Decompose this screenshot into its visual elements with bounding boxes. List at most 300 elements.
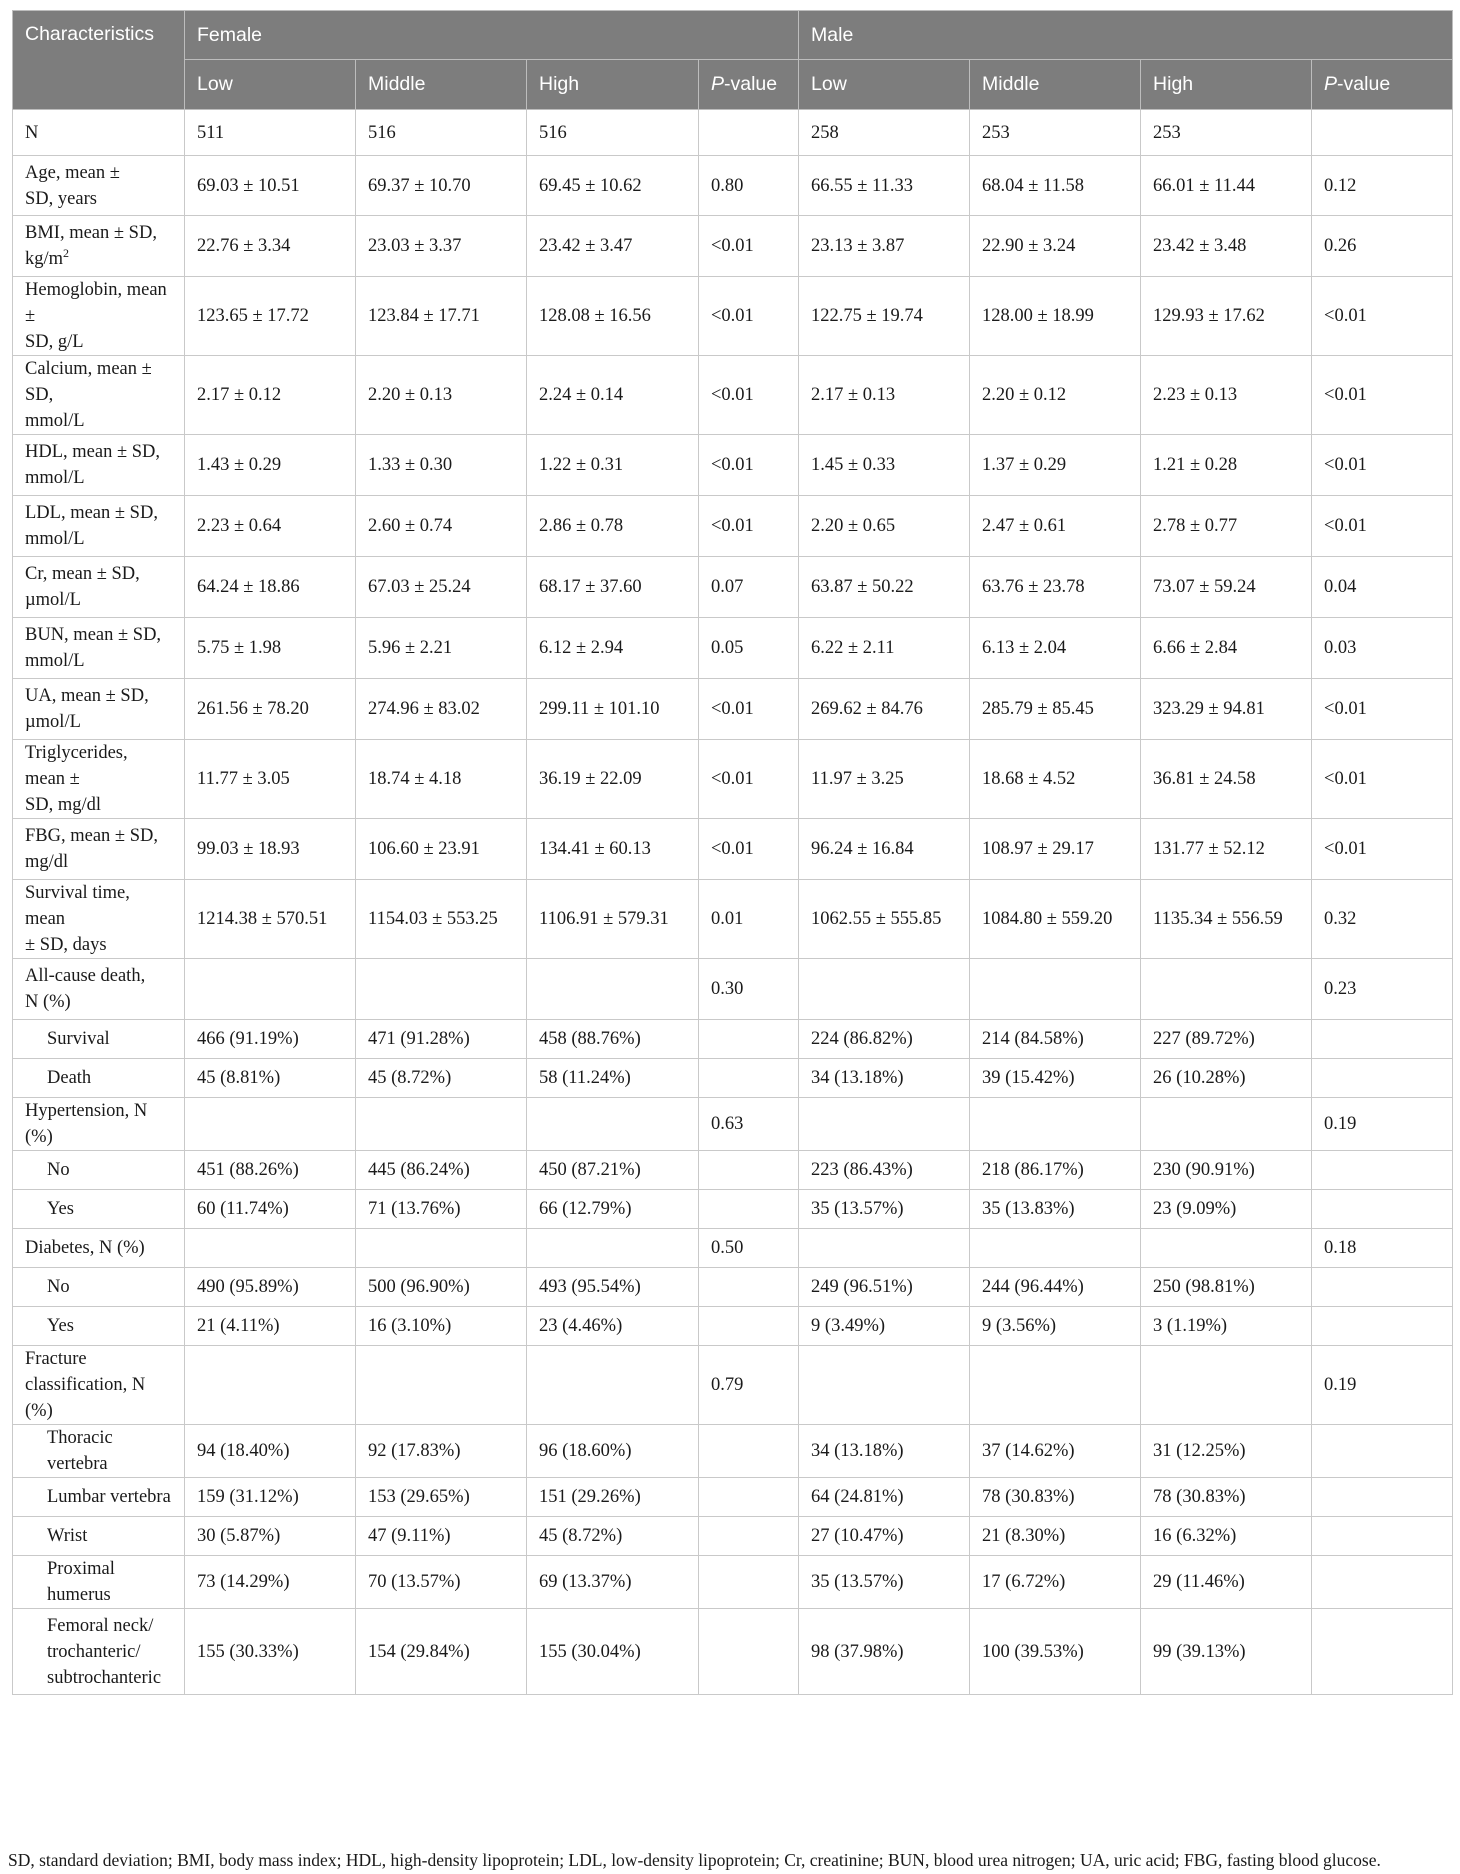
value-cell: 45 (8.81%) <box>185 1059 356 1098</box>
row-label <box>13 618 185 679</box>
row-label-line: Age, mean ± <box>25 162 120 183</box>
pvalue-cell: <0.01 <box>1312 679 1453 740</box>
value-cell: 2.17 ± 0.13 <box>799 356 970 435</box>
value-cell: 1.22 ± 0.31 <box>527 435 699 496</box>
row-label-line: HDL, mean ± SD, <box>25 442 161 462</box>
row-label <box>13 277 185 356</box>
row-label-line: subtrochanteric <box>47 1667 162 1688</box>
table-row <box>13 1425 1453 1478</box>
value-cell: 123.65 ± 17.72 <box>185 277 356 356</box>
row-label <box>13 1229 185 1268</box>
header-female-high: High <box>527 60 699 110</box>
pvalue-cell <box>699 1268 799 1307</box>
value-cell: 11.97 ± 3.25 <box>799 740 970 819</box>
row-label-line: µmol/L <box>25 712 81 732</box>
row-label <box>13 1151 185 1190</box>
pvalue-cell: 0.04 <box>1312 557 1453 618</box>
value-cell <box>356 959 527 1020</box>
value-cell: 445 (86.24%) <box>356 1151 527 1190</box>
row-label-line: Proximal humerus <box>47 1559 115 1605</box>
row-label <box>13 496 185 557</box>
value-cell <box>185 1346 356 1425</box>
pvalue-cell <box>1312 1556 1453 1609</box>
pvalue-cell <box>1312 1059 1453 1098</box>
pvalue-suffix: -value <box>724 73 778 95</box>
row-label <box>13 1098 185 1151</box>
value-cell: 18.74 ± 4.18 <box>356 740 527 819</box>
table-row <box>13 435 1453 496</box>
pvalue-cell <box>1312 1307 1453 1346</box>
value-cell: 2.78 ± 0.77 <box>1141 496 1312 557</box>
row-label <box>13 959 185 1020</box>
value-cell: 154 (29.84%) <box>356 1609 527 1695</box>
value-cell: 9 (3.56%) <box>970 1307 1141 1346</box>
row-label-line: classification, N (%) <box>25 1375 146 1421</box>
value-cell <box>799 1098 970 1151</box>
value-cell: 258 <box>799 110 970 156</box>
pvalue-cell <box>699 1609 799 1695</box>
value-cell: 64 (24.81%) <box>799 1478 970 1517</box>
value-cell: 123.84 ± 17.71 <box>356 277 527 356</box>
row-label <box>13 1307 185 1346</box>
value-cell: 2.47 ± 0.61 <box>970 496 1141 557</box>
value-cell: 68.04 ± 11.58 <box>970 156 1141 216</box>
table-row <box>13 1098 1453 1151</box>
row-label-line: Hypertension, N (%) <box>25 1101 148 1147</box>
table-row <box>13 959 1453 1020</box>
table-row <box>13 1478 1453 1517</box>
row-label-line: Yes <box>47 1199 74 1219</box>
value-cell: 224 (86.82%) <box>799 1020 970 1059</box>
pvalue-cell <box>1312 1517 1453 1556</box>
value-cell: 6.13 ± 2.04 <box>970 618 1141 679</box>
p-letter: P <box>711 73 725 95</box>
superscript: 2 <box>63 245 70 260</box>
value-cell: 128.08 ± 16.56 <box>527 277 699 356</box>
value-cell: 250 (98.81%) <box>1141 1268 1312 1307</box>
value-cell: 66 (12.79%) <box>527 1190 699 1229</box>
table-header <box>13 11 1453 110</box>
value-cell: 128.00 ± 18.99 <box>970 277 1141 356</box>
row-label <box>13 679 185 740</box>
value-cell: 23.42 ± 3.48 <box>1141 216 1312 277</box>
row-label <box>13 156 185 216</box>
value-cell <box>356 1229 527 1268</box>
value-cell: 35 (13.57%) <box>799 1556 970 1609</box>
value-cell <box>527 1229 699 1268</box>
row-label-line: SD, years <box>25 188 97 209</box>
value-cell: 106.60 ± 23.91 <box>356 819 527 880</box>
value-cell <box>799 1229 970 1268</box>
value-cell: 66.55 ± 11.33 <box>799 156 970 216</box>
row-label <box>13 1478 185 1517</box>
value-cell: 96 (18.60%) <box>527 1425 699 1478</box>
row-label-line: N (%) <box>25 992 71 1012</box>
pvalue-cell: 0.05 <box>699 618 799 679</box>
row-label <box>13 216 185 277</box>
pvalue-cell: <0.01 <box>699 819 799 880</box>
value-cell: 58 (11.24%) <box>527 1059 699 1098</box>
value-cell <box>185 959 356 1020</box>
header-female: Female <box>185 11 799 60</box>
table-row <box>13 618 1453 679</box>
value-cell: 45 (8.72%) <box>527 1517 699 1556</box>
value-cell: 100 (39.53%) <box>970 1609 1141 1695</box>
table-row <box>13 1346 1453 1425</box>
row-label-line: Lumbar vertebra <box>47 1487 171 1507</box>
pvalue-cell: <0.01 <box>1312 496 1453 557</box>
value-cell: 96.24 ± 16.84 <box>799 819 970 880</box>
value-cell: 249 (96.51%) <box>799 1268 970 1307</box>
value-cell: 131.77 ± 52.12 <box>1141 819 1312 880</box>
pvalue-cell: 0.03 <box>1312 618 1453 679</box>
value-cell: 1106.91 ± 579.31 <box>527 880 699 959</box>
row-label <box>13 1556 185 1609</box>
value-cell: 155 (30.04%) <box>527 1609 699 1695</box>
value-cell: 69.45 ± 10.62 <box>527 156 699 216</box>
value-cell: 23 (4.46%) <box>527 1307 699 1346</box>
value-cell <box>1141 1229 1312 1268</box>
value-cell <box>1141 1346 1312 1425</box>
value-cell: 261.56 ± 78.20 <box>185 679 356 740</box>
row-label <box>13 1190 185 1229</box>
value-cell: 1.45 ± 0.33 <box>799 435 970 496</box>
pvalue-cell: 0.12 <box>1312 156 1453 216</box>
row-label-line: mmol/L <box>25 529 85 549</box>
value-cell: 214 (84.58%) <box>970 1020 1141 1059</box>
value-cell: 27 (10.47%) <box>799 1517 970 1556</box>
value-cell <box>356 1346 527 1425</box>
value-cell: 23.03 ± 3.37 <box>356 216 527 277</box>
value-cell: 35 (13.57%) <box>799 1190 970 1229</box>
row-label-line: BMI, mean ± SD, <box>25 223 157 243</box>
header-female-pvalue <box>699 60 799 110</box>
value-cell: 151 (29.26%) <box>527 1478 699 1517</box>
table-row <box>13 1307 1453 1346</box>
value-cell <box>1141 1098 1312 1151</box>
row-label-line: Diabetes, N (%) <box>25 1238 145 1258</box>
pvalue-cell: 0.32 <box>1312 880 1453 959</box>
pvalue-cell: <0.01 <box>699 435 799 496</box>
value-cell: 17 (6.72%) <box>970 1556 1141 1609</box>
pvalue-cell: 0.26 <box>1312 216 1453 277</box>
row-label-line: Survival <box>47 1029 110 1049</box>
pvalue-cell <box>699 1517 799 1556</box>
value-cell: 34 (13.18%) <box>799 1059 970 1098</box>
value-cell: 299.11 ± 101.10 <box>527 679 699 740</box>
row-label-line: Femoral neck/ <box>47 1615 154 1636</box>
pvalue-cell <box>1312 110 1453 156</box>
row-label <box>13 1346 185 1425</box>
value-cell: 16 (6.32%) <box>1141 1517 1312 1556</box>
value-cell: 3 (1.19%) <box>1141 1307 1312 1346</box>
value-cell: 218 (86.17%) <box>970 1151 1141 1190</box>
value-cell: 23.13 ± 3.87 <box>799 216 970 277</box>
value-cell: 34 (13.18%) <box>799 1425 970 1478</box>
value-cell: 323.29 ± 94.81 <box>1141 679 1312 740</box>
row-label <box>13 819 185 880</box>
row-label-line: Wrist <box>47 1526 88 1546</box>
row-label <box>13 1059 185 1098</box>
value-cell: 26 (10.28%) <box>1141 1059 1312 1098</box>
value-cell: 39 (15.42%) <box>970 1059 1141 1098</box>
pvalue-cell: 0.07 <box>699 557 799 618</box>
table-body <box>13 110 1453 1695</box>
row-label-line: All-cause death, <box>25 966 146 986</box>
row-label <box>13 435 185 496</box>
value-cell: 2.20 ± 0.65 <box>799 496 970 557</box>
value-cell: 466 (91.19%) <box>185 1020 356 1059</box>
value-cell: 155 (30.33%) <box>185 1609 356 1695</box>
row-label <box>13 1517 185 1556</box>
header-characteristics: Characteristics <box>13 11 185 110</box>
row-label-line: Triglycerides, mean ± <box>25 743 128 789</box>
table-row <box>13 1609 1453 1695</box>
row-label-line: Cr, mean ± SD, <box>25 564 140 584</box>
header-male-high: High <box>1141 60 1312 110</box>
value-cell: 6.22 ± 2.11 <box>799 618 970 679</box>
value-cell: 490 (95.89%) <box>185 1268 356 1307</box>
value-cell: 471 (91.28%) <box>356 1020 527 1059</box>
value-cell: 23.42 ± 3.47 <box>527 216 699 277</box>
value-cell: 31 (12.25%) <box>1141 1425 1312 1478</box>
pvalue-cell <box>1312 1478 1453 1517</box>
table-row <box>13 156 1453 216</box>
value-cell: 68.17 ± 37.60 <box>527 557 699 618</box>
value-cell: 1.37 ± 0.29 <box>970 435 1141 496</box>
row-label <box>13 110 185 156</box>
value-cell: 64.24 ± 18.86 <box>185 557 356 618</box>
value-cell: 92 (17.83%) <box>356 1425 527 1478</box>
table-footnote: SD, standard deviation; BMI, body mass index; HDL, high-density lipoprotein; LDL, low-density lipoprotein; Cr, creatinine; BUN, blood urea nitrogen; UA, uric acid; FBG, fasting blood glucose. <box>8 1850 1381 1870</box>
pvalue-cell <box>699 1020 799 1059</box>
row-label <box>13 740 185 819</box>
row-label-line: Calcium, mean ± SD, <box>25 359 152 405</box>
characteristics-table <box>12 10 1453 1695</box>
value-cell: 274.96 ± 83.02 <box>356 679 527 740</box>
value-cell: 458 (88.76%) <box>527 1020 699 1059</box>
row-label <box>13 1020 185 1059</box>
value-cell: 5.75 ± 1.98 <box>185 618 356 679</box>
header-female-middle: Middle <box>356 60 527 110</box>
value-cell: 70 (13.57%) <box>356 1556 527 1609</box>
value-cell: 285.79 ± 85.45 <box>970 679 1141 740</box>
row-label-line: mmol/L <box>25 468 85 488</box>
pvalue-cell: <0.01 <box>1312 356 1453 435</box>
value-cell: 18.68 ± 4.52 <box>970 740 1141 819</box>
value-cell <box>1141 959 1312 1020</box>
table-row <box>13 277 1453 356</box>
table-row <box>13 679 1453 740</box>
row-label-line: Death <box>47 1068 92 1088</box>
row-label-line: Hemoglobin, mean ± <box>25 280 167 326</box>
value-cell: 1214.38 ± 570.51 <box>185 880 356 959</box>
value-cell: 21 (8.30%) <box>970 1517 1141 1556</box>
pvalue-cell: <0.01 <box>1312 277 1453 356</box>
row-label-line: µmol/L <box>25 590 81 610</box>
table-row <box>13 1517 1453 1556</box>
row-label-line: N <box>25 122 39 143</box>
pvalue-cell: 0.50 <box>699 1229 799 1268</box>
pvalue-cell <box>1312 1190 1453 1229</box>
value-cell: 29 (11.46%) <box>1141 1556 1312 1609</box>
table-row <box>13 880 1453 959</box>
value-cell <box>185 1098 356 1151</box>
pvalue-cell <box>699 1307 799 1346</box>
header-male-middle: Middle <box>970 60 1141 110</box>
pvalue-suffix: -value <box>1337 73 1391 95</box>
pvalue-cell <box>699 1190 799 1229</box>
value-cell: 2.20 ± 0.13 <box>356 356 527 435</box>
value-cell: 1062.55 ± 555.85 <box>799 880 970 959</box>
value-cell: 78 (30.83%) <box>970 1478 1141 1517</box>
row-label-line: ± SD, days <box>25 935 107 955</box>
value-cell: 1.33 ± 0.30 <box>356 435 527 496</box>
row-label-line: Yes <box>47 1316 74 1336</box>
pvalue-cell: 0.79 <box>699 1346 799 1425</box>
value-cell: 71 (13.76%) <box>356 1190 527 1229</box>
row-label-line: Survival time, mean <box>25 883 130 929</box>
value-cell: 22.90 ± 3.24 <box>970 216 1141 277</box>
value-cell: 6.12 ± 2.94 <box>527 618 699 679</box>
value-cell: 451 (88.26%) <box>185 1151 356 1190</box>
row-label <box>13 880 185 959</box>
row-label-line: LDL, mean ± SD, <box>25 503 158 523</box>
value-cell <box>970 1346 1141 1425</box>
row-label-line: No <box>47 1277 70 1297</box>
value-cell: 1084.80 ± 559.20 <box>970 880 1141 959</box>
value-cell: 99.03 ± 18.93 <box>185 819 356 880</box>
row-label-line: FBG, mean ± SD, <box>25 826 158 846</box>
table-row <box>13 819 1453 880</box>
value-cell: 37 (14.62%) <box>970 1425 1141 1478</box>
row-label-line: mmol/L <box>25 651 85 671</box>
table-row <box>13 356 1453 435</box>
pvalue-cell: 0.01 <box>699 880 799 959</box>
value-cell: 244 (96.44%) <box>970 1268 1141 1307</box>
value-cell: 450 (87.21%) <box>527 1151 699 1190</box>
pvalue-cell: 0.23 <box>1312 959 1453 1020</box>
value-cell: 153 (29.65%) <box>356 1478 527 1517</box>
pvalue-cell: <0.01 <box>699 679 799 740</box>
value-cell: 2.24 ± 0.14 <box>527 356 699 435</box>
row-label-line: trochanteric/ <box>47 1641 141 1662</box>
value-cell: 122.75 ± 19.74 <box>799 277 970 356</box>
value-cell: 66.01 ± 11.44 <box>1141 156 1312 216</box>
value-cell: 63.76 ± 23.78 <box>970 557 1141 618</box>
value-cell: 2.23 ± 0.13 <box>1141 356 1312 435</box>
value-cell: 63.87 ± 50.22 <box>799 557 970 618</box>
row-label <box>13 356 185 435</box>
pvalue-cell: <0.01 <box>1312 435 1453 496</box>
pvalue-cell: <0.01 <box>699 216 799 277</box>
value-cell: 73 (14.29%) <box>185 1556 356 1609</box>
table-row <box>13 1190 1453 1229</box>
row-label-line: Thoracic vertebra <box>47 1428 113 1474</box>
row-label-line: SD, g/L <box>25 332 84 352</box>
pvalue-cell: <0.01 <box>699 277 799 356</box>
table-row <box>13 1059 1453 1098</box>
row-label-line: Fracture <box>25 1349 87 1369</box>
value-cell: 60 (11.74%) <box>185 1190 356 1229</box>
value-cell <box>970 1098 1141 1151</box>
value-cell: 6.66 ± 2.84 <box>1141 618 1312 679</box>
pvalue-cell <box>699 1151 799 1190</box>
row-label <box>13 557 185 618</box>
value-cell: 22.76 ± 3.34 <box>185 216 356 277</box>
value-cell: 16 (3.10%) <box>356 1307 527 1346</box>
table-row <box>13 1268 1453 1307</box>
value-cell: 78 (30.83%) <box>1141 1478 1312 1517</box>
pvalue-cell: <0.01 <box>1312 740 1453 819</box>
pvalue-cell <box>699 1556 799 1609</box>
value-cell: 2.86 ± 0.78 <box>527 496 699 557</box>
value-cell: 69.37 ± 10.70 <box>356 156 527 216</box>
value-cell: 35 (13.83%) <box>970 1190 1141 1229</box>
value-cell: 1.43 ± 0.29 <box>185 435 356 496</box>
value-cell: 73.07 ± 59.24 <box>1141 557 1312 618</box>
value-cell <box>799 959 970 1020</box>
row-label-line: UA, mean ± SD, <box>25 686 149 706</box>
value-cell <box>527 1098 699 1151</box>
row-label <box>13 1609 185 1695</box>
row-label-line: SD, mg/dl <box>25 795 102 815</box>
header-female-low: Low <box>185 60 356 110</box>
pvalue-cell <box>699 1425 799 1478</box>
value-cell: 227 (89.72%) <box>1141 1020 1312 1059</box>
value-cell: 36.81 ± 24.58 <box>1141 740 1312 819</box>
p-letter: P <box>1324 73 1338 95</box>
pvalue-cell: <0.01 <box>1312 819 1453 880</box>
header-male-pvalue <box>1312 60 1453 110</box>
table-row <box>13 740 1453 819</box>
value-cell: 69 (13.37%) <box>527 1556 699 1609</box>
table-row <box>13 1020 1453 1059</box>
pvalue-cell <box>1312 1609 1453 1695</box>
pvalue-cell: 0.30 <box>699 959 799 1020</box>
pvalue-cell: 0.80 <box>699 156 799 216</box>
row-label-line: BUN, mean ± SD, <box>25 625 162 645</box>
value-cell: 99 (39.13%) <box>1141 1609 1312 1695</box>
value-cell: 269.62 ± 84.76 <box>799 679 970 740</box>
table-row <box>13 110 1453 156</box>
value-cell: 1.21 ± 0.28 <box>1141 435 1312 496</box>
value-cell: 2.17 ± 0.12 <box>185 356 356 435</box>
row-label-line: kg/m <box>25 249 64 269</box>
pvalue-cell <box>1312 1268 1453 1307</box>
table-row <box>13 557 1453 618</box>
value-cell: 36.19 ± 22.09 <box>527 740 699 819</box>
value-cell: 493 (95.54%) <box>527 1268 699 1307</box>
value-cell: 30 (5.87%) <box>185 1517 356 1556</box>
value-cell: 500 (96.90%) <box>356 1268 527 1307</box>
value-cell: 129.93 ± 17.62 <box>1141 277 1312 356</box>
value-cell: 159 (31.12%) <box>185 1478 356 1517</box>
value-cell <box>527 959 699 1020</box>
row-label <box>13 1425 185 1478</box>
pvalue-cell <box>699 1059 799 1098</box>
value-cell: 47 (9.11%) <box>356 1517 527 1556</box>
value-cell: 5.96 ± 2.21 <box>356 618 527 679</box>
value-cell <box>185 1229 356 1268</box>
pvalue-cell <box>1312 1151 1453 1190</box>
pvalue-cell: <0.01 <box>699 496 799 557</box>
value-cell: 9 (3.49%) <box>799 1307 970 1346</box>
pvalue-cell: 0.19 <box>1312 1098 1453 1151</box>
value-cell: 98 (37.98%) <box>799 1609 970 1695</box>
pvalue-cell: 0.19 <box>1312 1346 1453 1425</box>
value-cell <box>970 1229 1141 1268</box>
